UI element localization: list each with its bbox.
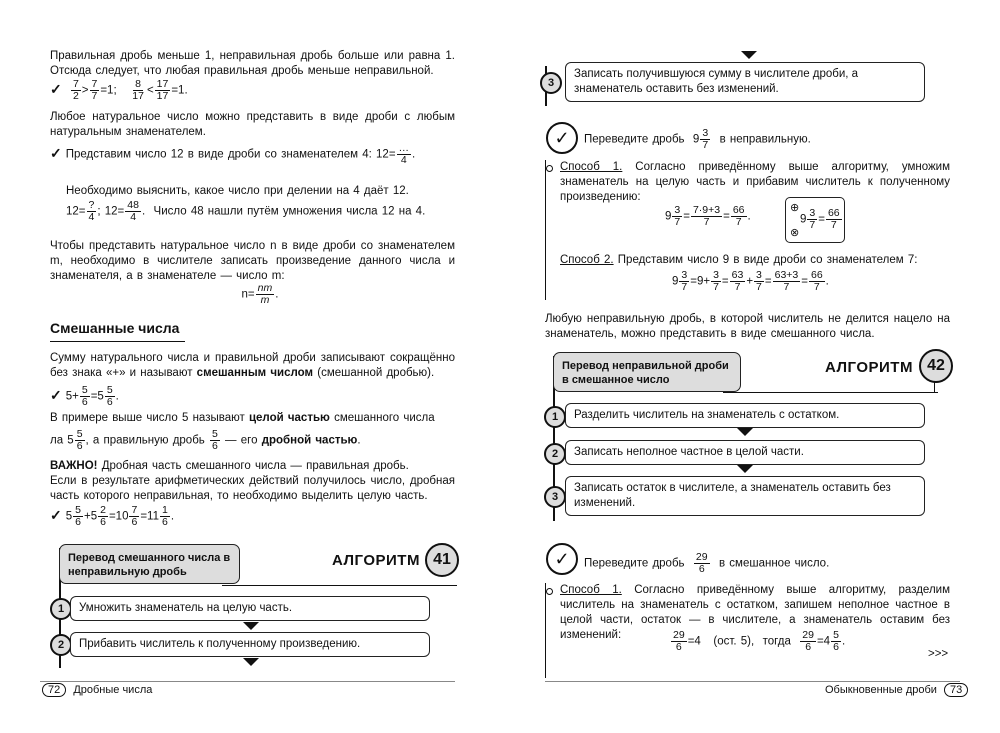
check-icon: ✓ <box>546 543 578 575</box>
step-number: 1 <box>544 406 566 428</box>
arrow-down-icon <box>243 622 259 630</box>
footer-line <box>40 681 455 682</box>
paragraph: Способ 1. Согласно приведённому выше алгоритму, умножим знаменатель на целую часть и прибавим числитель к полученному произведению: <box>560 161 950 203</box>
formula: n= $\frac{nm}{m}$ . <box>241 282 279 306</box>
algorithm-word: АЛГОРИТМ <box>825 359 913 376</box>
check-icon: ✓ <box>50 144 62 161</box>
scheme-box: ⊕ ⊗ 9 $\frac{3}{7}$ = $\frac{66}{7}$ <box>785 197 845 243</box>
paragraph: Если в результате арифметических действий получилось число, дробная часть которого неправильная, то необходимо выделить целую часть. <box>50 475 455 502</box>
divider <box>50 341 185 342</box>
task: Переведите дробь 9 $\frac{3}{7}$ в неправильную. <box>584 127 811 151</box>
bullet-line <box>545 583 546 678</box>
check-icon: ✓ <box>50 80 62 97</box>
paragraph: Правильная дробь меньше 1, неправильная дробь больше или равна 1. Отсюда следует, что любая правильная дробь меньше неправильной. <box>50 50 455 77</box>
section-title: Смешанные числа <box>50 320 180 336</box>
arrow-down-icon <box>243 658 259 666</box>
step-number: 3 <box>544 486 566 508</box>
right-page <box>500 0 1000 733</box>
task: Переведите дробь $\frac{29}{6}$ в смешанное число. <box>584 551 830 575</box>
paragraph: ВАЖНО! Дробная часть смешанного числа — правильная дробь. <box>50 460 409 472</box>
algorithm-step: Прибавить числитель к полученному произведению. <box>70 632 430 657</box>
continue-marker: >>> <box>928 648 949 660</box>
example: 12= $\frac{?}{4}$ ; 12= $\frac{48}{4}$ . Число 48 нашли путём умножения числа 12 на 4. <box>66 199 426 223</box>
arrow-down-icon <box>737 465 753 473</box>
algorithm-step: Умножить знаменатель на целую часть. <box>70 596 430 621</box>
check-icon: ✓ <box>50 506 62 523</box>
arrow-down-icon <box>741 51 757 59</box>
page-number: 72 <box>42 683 66 697</box>
bullet <box>546 165 553 172</box>
example-text: Число 48 нашли путём умножения числа 12 на 4. <box>153 205 426 218</box>
formula: 9 $\frac{3}{7}$ =9+ $\frac{3}{7}$ = $\frac{63}{7}$ + $\frac{3}{7}$ = $\frac{63+3}{7}$ = $\frac{66}{7}$ . <box>672 269 829 293</box>
divider <box>934 382 935 392</box>
algorithm-step: Записать получившуюся сумму в числителе дроби, а знаменатель оставить без изменений. <box>565 62 925 102</box>
divider <box>723 392 938 393</box>
example: ✓ 5+ $\frac{5}{6}$ =5 $\frac{5}{6}$ . <box>50 384 119 408</box>
example-text: Представим число 12 в виде дроби со знаменателем 4: <box>65 148 372 161</box>
example-fractions: ✓ $\frac{7}{2}$ > $\frac{7}{7}$ =1; $\frac{8}{17}$ < $\frac{17}{17}$ =1. <box>50 78 188 102</box>
step-number: 2 <box>544 443 566 465</box>
paragraph: ла 5 $\frac{5}{6}$ , а правильную дробь $\frac{5}{6}$ — его дробной частью. <box>50 428 361 452</box>
bullet-line <box>545 160 546 300</box>
page-number: 73 <box>944 683 968 697</box>
algorithm-title: Перевод смешанного числа в неправильную дробь <box>59 544 240 584</box>
paragraph: Любое натуральное число можно представить в виде дроби с любым натуральным знаменателем. <box>50 111 455 138</box>
algorithm-step: Записать неполное частное в целой части. <box>565 440 925 465</box>
check-icon: ✓ <box>50 386 62 403</box>
paragraph: В примере выше число 5 называют целой частью смешанного числа <box>50 412 435 424</box>
formula: $\frac{29}{6}$ =4 (ост. 5), тогда $\frac{29}{6}$ =4 $\frac{5}{6}$ . <box>673 629 846 653</box>
arrow-down-icon <box>737 428 753 436</box>
formula: 9 $\frac{3}{7}$ = $\frac{7\cdot 9+3}{7}$ = $\frac{66}{7}$ . <box>665 204 751 228</box>
paragraph: Чтобы представить натуральное число n в виде дроби со знаменателем m, необходимо в числителе записать произведение данного числа и знаменателя, а в знаменателе — число m: <box>50 240 455 282</box>
paragraph: Сумму натурального числа и правильной дроби записывают сокращённо без знака «+» и называют смешанным числом (смешанной дробью). <box>50 352 455 379</box>
bullet <box>546 588 553 595</box>
step-number: 2 <box>50 634 72 656</box>
paragraph: Необходимо выяснить, какое число при делении на 4 даёт 12. <box>66 185 409 197</box>
footer <box>825 683 972 697</box>
algorithm-title: Перевод неправильной дроби в смешанное число <box>553 352 741 392</box>
step-number: 3 <box>540 72 562 94</box>
footer-line <box>545 681 960 682</box>
example: ✓ Представим число 12 в виде дроби со знаменателем 4: 12= $\frac{\dots}{4}$ . <box>50 142 416 166</box>
example: ✓ 5 $\frac{5}{6}$ +5 $\frac{2}{6}$ =10 $\frac{7}{6}$ =11 $\frac{1}{6}$ . <box>50 504 175 528</box>
paragraph: Способ 1. Согласно приведённому выше алгоритму, разделим числитель на знаменатель с остатком, запишем неполное частное в целой части, остаток — в числителе, а знаменатель оставим без изменений: <box>560 584 950 641</box>
divider <box>222 585 457 586</box>
paragraph: Способ 2. Представим число 9 в виде дроби со знаменателем 7: <box>560 254 918 266</box>
step-number: 1 <box>50 598 72 620</box>
algorithm-number: 42 <box>919 349 953 383</box>
algorithm-step: Разделить числитель на знаменатель с остатком. <box>565 403 925 428</box>
footer-title: Обыкновенные дроби <box>825 684 937 696</box>
check-icon: ✓ <box>546 122 578 154</box>
footer <box>38 683 152 697</box>
algorithm-step: Записать остаток в числителе, а знаменатель оставить без изменений. <box>565 476 925 516</box>
footer-title: Дробные числа <box>73 684 153 696</box>
algorithm-number: 41 <box>425 543 459 577</box>
algorithm-word: АЛГОРИТМ <box>332 552 420 569</box>
paragraph: Любую неправильную дробь, в которой числитель не делится нацело на знаменатель, можно представить в виде смешанного числа. <box>545 313 950 340</box>
